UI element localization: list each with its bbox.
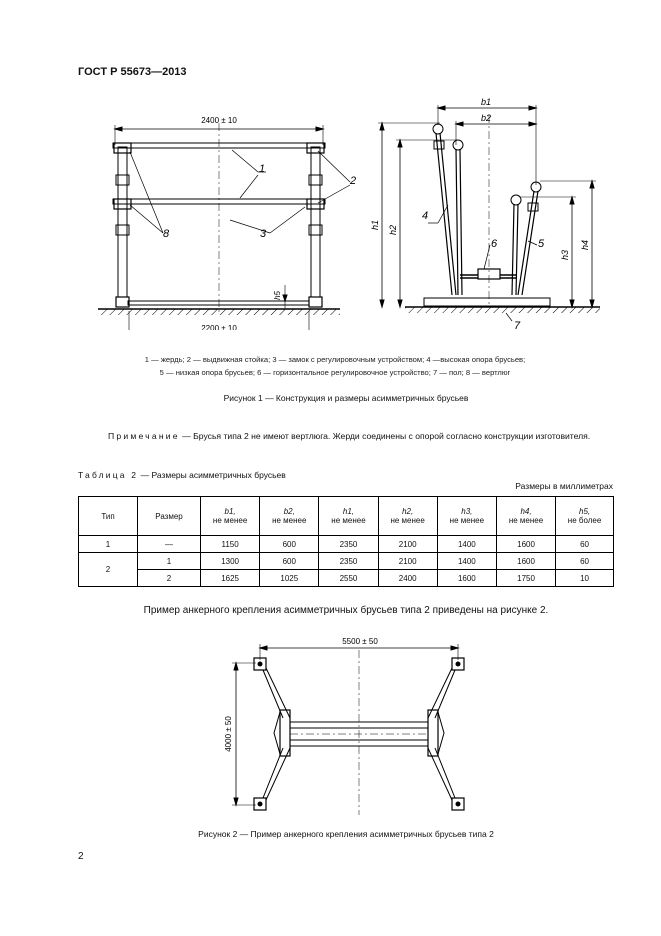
table-row xyxy=(79,536,614,553)
document-header: ГОСТ Р 55673—2013 xyxy=(78,66,187,78)
table-row xyxy=(79,570,614,587)
page-number: 2 xyxy=(78,851,84,862)
figure-1-legend-line-1: 1 — жердь; 2 — выдвижная стойка; 3 — замок с регулировочным устройством; 4 —высокая опора брусьев; xyxy=(144,355,526,364)
dim-h5: h5 xyxy=(273,291,282,300)
table-caption-text: — Размеры асимметричных брусьев xyxy=(138,470,286,480)
dim-h1: h1 xyxy=(370,219,380,231)
table-cell: 600 xyxy=(260,553,319,570)
table-header-row xyxy=(79,497,614,536)
note-text: — Брусья типа 2 не имеют вертлюга. Жерди соединены с опорой согласно конструкции изготовителя. xyxy=(179,431,591,441)
figure-1-legend-line-2: 5 — низкая опора брусьев; 6 — горизонтальное регулировочное устройство; 7 — пол; 8 — вертлюг xyxy=(159,368,511,377)
dim-h3: h3 xyxy=(560,249,570,261)
fig2-dim-width: 5500 ± 50 xyxy=(342,637,378,646)
callout-3: 3 xyxy=(260,228,267,240)
table-cell: 60 xyxy=(556,536,614,553)
dim-h2: h2 xyxy=(388,224,398,236)
table-cell: 1625 xyxy=(201,570,260,587)
front-view xyxy=(98,123,350,330)
figure-1-drawing xyxy=(0,85,661,330)
table-units: Размеры в миллиметрах xyxy=(515,481,613,491)
dimensions-table xyxy=(78,496,614,587)
dim-b2: b2 xyxy=(480,113,492,123)
table-cell: 2 xyxy=(138,570,201,587)
table-cell: 1 xyxy=(79,536,138,553)
table-cell: 1600 xyxy=(496,536,555,553)
figure-2-caption: Рисунок 2 — Пример анкерного крепления асимметричных брусьев типа 2 xyxy=(198,829,494,839)
body-paragraph: Пример анкерного крепления асимметричных брусьев типа 2 приведены на рисунке 2. xyxy=(143,605,549,616)
fig2-dim-height: 4000 ± 50 xyxy=(224,716,233,752)
table-cell: 1 xyxy=(138,553,201,570)
table-cell: 1025 xyxy=(260,570,319,587)
header-cell: h2, не менее xyxy=(378,497,437,536)
table-cell: — xyxy=(138,536,201,553)
table-cell: 1150 xyxy=(201,536,260,553)
table-cell: 1600 xyxy=(437,570,496,587)
table-cell: 10 xyxy=(556,570,614,587)
table-cell: 2100 xyxy=(378,553,437,570)
table-cell: 2 xyxy=(79,553,138,587)
table-cell: 2350 xyxy=(319,553,378,570)
figure-2-drawing xyxy=(0,630,661,820)
dim-bottom: 2200 ± 10 xyxy=(201,324,237,330)
table-cell: 2100 xyxy=(378,536,437,553)
table-caption xyxy=(78,470,286,480)
callout-5: 5 xyxy=(538,238,545,250)
table-cell: 600 xyxy=(260,536,319,553)
figure-1-caption: Рисунок 1 — Конструкция и размеры асимметричных брусьев xyxy=(223,393,469,403)
table-caption-label: Таблица 2 xyxy=(78,470,139,480)
callout-7: 7 xyxy=(514,320,521,330)
header-cell: b1, не менее xyxy=(201,497,260,536)
header-cell: b2, не менее xyxy=(260,497,319,536)
table-cell: 1400 xyxy=(437,536,496,553)
dim-top: 2400 ± 10 xyxy=(201,116,237,125)
header-cell: h1, не менее xyxy=(319,497,378,536)
header-cell: Тип xyxy=(79,497,138,536)
table-cell: 1600 xyxy=(496,553,555,570)
table-cell: 2400 xyxy=(378,570,437,587)
table-cell: 2350 xyxy=(319,536,378,553)
table-cell: 1400 xyxy=(437,553,496,570)
table-cell: 2550 xyxy=(319,570,378,587)
callout-8: 8 xyxy=(163,228,170,240)
dim-b1: b1 xyxy=(480,97,492,107)
side-view xyxy=(378,105,600,321)
header-cell: h3, не менее xyxy=(437,497,496,536)
table-cell: 60 xyxy=(556,553,614,570)
dim-h4: h4 xyxy=(580,239,590,251)
table-cell: 1300 xyxy=(201,553,260,570)
header-cell: h4, не менее xyxy=(496,497,555,536)
callout-6: 6 xyxy=(491,238,498,250)
callout-1: 1 xyxy=(259,163,266,175)
table-cell: 1750 xyxy=(496,570,555,587)
header-cell: Размер xyxy=(138,497,201,536)
callout-2: 2 xyxy=(350,175,357,187)
header-cell: h5, не более xyxy=(556,497,614,536)
callout-4: 4 xyxy=(422,210,429,222)
note-label: Примечание xyxy=(108,431,180,441)
table-row xyxy=(79,553,614,570)
note xyxy=(78,430,614,442)
